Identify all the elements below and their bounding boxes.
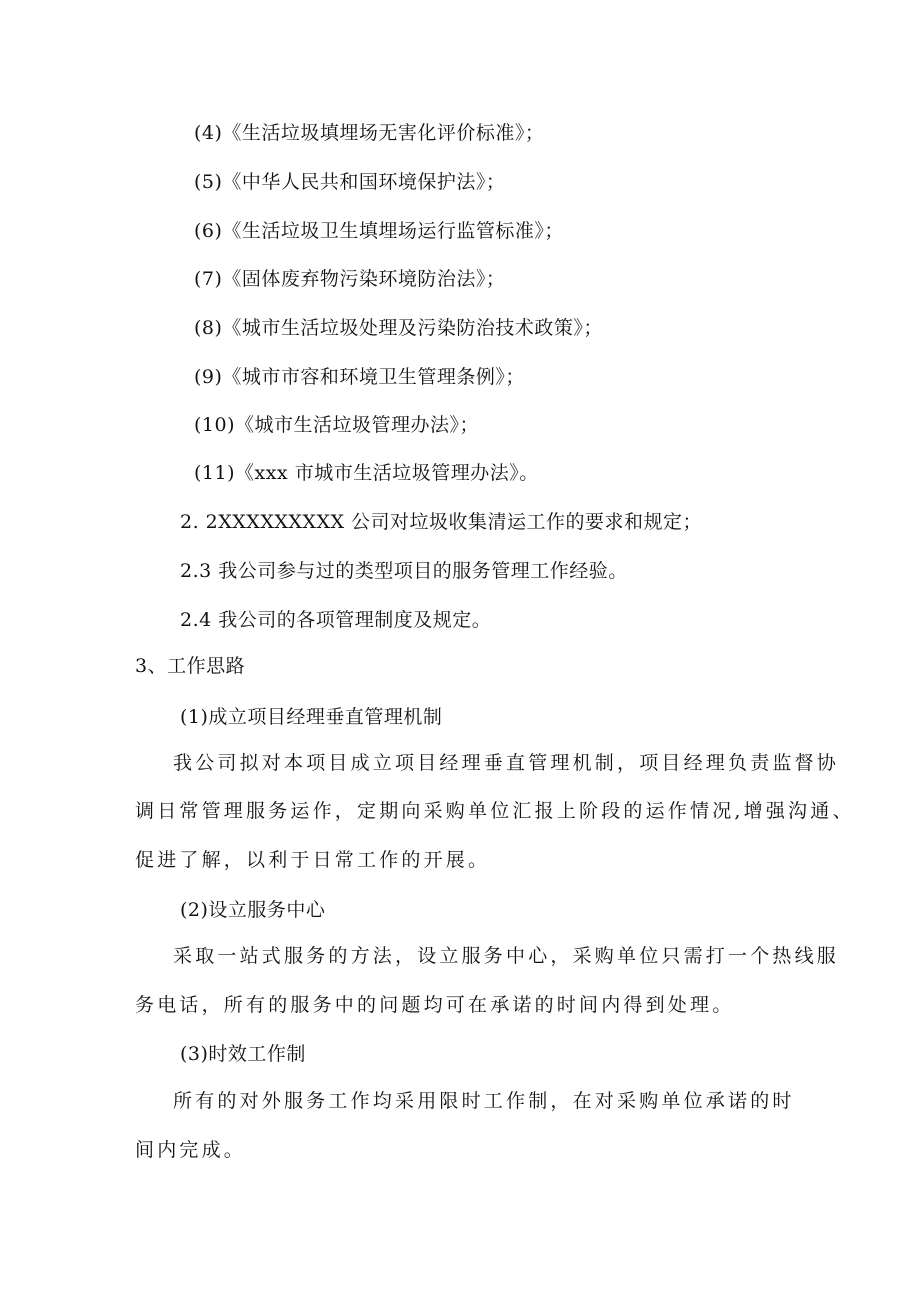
law-item-8: (8)《城市生活垃圾处理及污染防治技术政策》； xyxy=(194,317,603,339)
basis-item-2-2: 2. 2XXXXXXXXX 公司对垃圾收集清运工作的要求和规定； xyxy=(180,511,703,533)
subsection-1-line-1: 我公司拟对本项目成立项目经理垂直管理机制，项目经理负责监督协 xyxy=(173,752,840,774)
law-item-7: (7)《固体废弃物污染环境防治法》； xyxy=(194,268,506,290)
section-heading: 3、工作思路 xyxy=(135,655,246,677)
law-item-11: (11)《xxx 市城市生活垃圾管理办法》。 xyxy=(194,462,539,484)
basis-item-2-3: 2.3 我公司参与过的类型项目的服务管理工作经验。 xyxy=(180,560,628,582)
subsection-1-line-3: 促进了解，以利于日常工作的开展。 xyxy=(135,849,491,871)
subsection-2-line-2: 务电话，所有的服务中的问题均可在承诺的时间内得到处理。 xyxy=(135,994,735,1016)
subsection-2-line-1: 采取一站式服务的方法，设立服务中心，采购单位只需打一个热线服 xyxy=(173,945,840,967)
law-item-10: (10)《城市生活垃圾管理办法》； xyxy=(194,414,480,436)
law-item-9: (9)《城市市容和环境卫生管理条例》； xyxy=(194,366,525,388)
subsection-heading-2: (2)设立服务中心 xyxy=(180,899,326,921)
subsection-3-line-1: 所有的对外服务工作均采用限时工作制，在对采购单位承诺的时 xyxy=(173,1090,795,1112)
law-item-4: (4)《生活垃圾填埋场无害化评价标准》； xyxy=(194,122,545,144)
law-item-5: (5)《中华人民共和国环境保护法》； xyxy=(194,171,506,193)
subsection-heading-3: (3)时效工作制 xyxy=(180,1043,306,1065)
subsection-1-line-2: 调日常管理服务运作，定期向采购单位汇报上阶段的运作情况,增强沟通、 xyxy=(135,800,855,822)
basis-item-2-4: 2.4 我公司的各项管理制度及规定。 xyxy=(180,609,492,631)
subsection-heading-1: (1)成立项目经理垂直管理机制 xyxy=(180,706,443,728)
law-item-6: (6)《生活垃圾卫生填埋场运行监管标准》； xyxy=(194,220,564,242)
subsection-3-line-2: 间内完成。 xyxy=(135,1139,247,1161)
